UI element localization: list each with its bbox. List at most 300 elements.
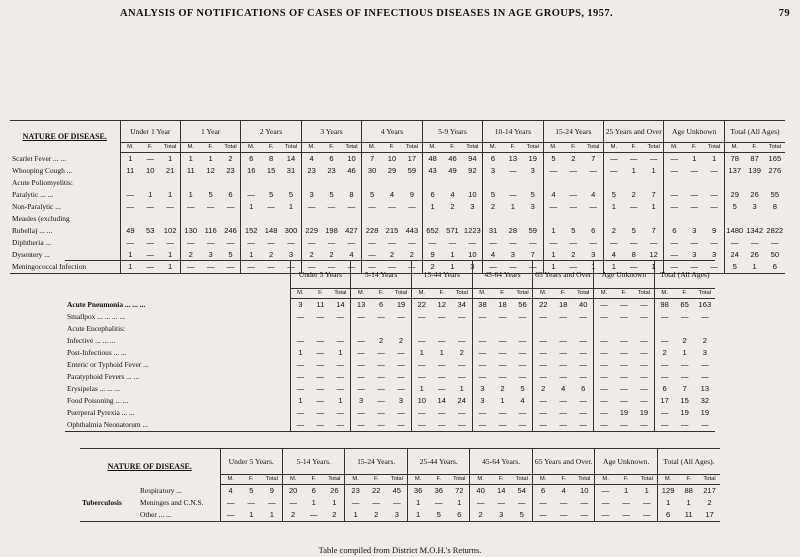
value-cell: 1 [439,348,444,357]
value-cell [523,177,543,189]
subheader-cell: M. [301,143,321,153]
value-cell: 163 [698,300,712,309]
row-label: Non-Paralytic ... [12,202,61,211]
value-cell: — [509,190,517,199]
value-cell: 14 [286,154,296,163]
value-cell: — [518,420,527,429]
value-cell: — [457,408,466,417]
value-cell: 129 [657,485,678,498]
value-cell [180,213,200,225]
value-cell: — [290,311,310,323]
subheader-cell: M. [532,475,553,485]
value-cell: — [569,238,578,247]
column-group-header: 65 Years and Over [533,261,594,289]
value-cell: 11 [316,300,325,309]
value-cell: — [680,360,689,369]
value-cell: — [509,262,517,271]
value-cell: 10 [146,166,155,175]
value-cell: — [472,311,492,323]
column-group-header: 10-14 Years [483,121,543,143]
value-cell: 1 [692,154,697,163]
value-cell: 1 [168,250,173,259]
value-cell: — [351,383,371,395]
value-cell: — [268,498,276,507]
value-cell: — [649,154,658,163]
column-group-header: Under 5 Years. [220,449,283,475]
value-cell: 152 [241,225,261,237]
corner-cell [65,261,290,299]
value-cell [594,323,614,335]
value-cell [281,213,301,225]
value-cell: — [710,166,718,175]
value-cell [432,323,452,335]
value-cell [492,323,512,335]
value-cell: 1 [338,396,343,405]
subheader-cell: F. [563,143,583,153]
value-cell: 2 [389,250,395,259]
value-cell: 9 [269,486,274,495]
value-cell: — [411,311,431,323]
value-cell [745,177,765,189]
value-cell: 98 [654,299,674,312]
subheader-cell: F. [491,475,512,485]
subheader-cell: F. [303,475,324,485]
value-cell: — [724,237,744,249]
value-cell [321,177,341,189]
value-cell: 2 [470,509,491,522]
value-cell [221,177,241,189]
column-group-header: Total (All Ages). [657,449,720,475]
subheader-cell: M. [533,289,553,299]
value-cell [452,323,472,335]
value-cell [523,213,543,225]
row-label: Other ... ... [140,510,172,519]
value-cell: 3 [510,250,515,259]
page-number: 79 [778,8,790,19]
subheader-cell: Total [699,475,720,485]
row-label: Acute Encephalitis: [67,324,126,333]
value-cell: 4 [604,249,624,261]
value-cell: — [680,420,689,429]
value-cell: — [498,336,507,345]
value-cell: — [622,498,630,507]
value-cell: — [518,360,527,369]
value-cell: — [468,238,477,247]
value-cell: 36 [434,486,443,495]
value-cell: — [437,408,446,417]
value-cell: 43 [422,165,442,177]
value-cell: — [518,336,527,345]
value-cell: 13 [508,154,518,163]
value-cell [724,213,744,225]
value-cell [310,323,330,335]
value-cell: — [437,312,446,321]
value-cell: 46 [448,154,457,163]
value-cell: 31 [286,166,296,175]
subheader-cell: Total [262,475,283,485]
value-cell: 2 [533,383,553,395]
subheader-cell: F. [140,143,160,153]
table-row [65,311,715,323]
value-cell: 1 [168,154,173,163]
value-cell: 2822 [766,226,784,235]
value-cell: — [594,359,614,371]
value-cell [411,323,431,335]
value-cell: — [498,360,507,369]
value-cell [422,213,442,225]
value-cell: — [498,348,507,357]
value-cell: 148 [264,226,278,235]
value-cell: 228 [362,225,382,237]
value-cell [704,213,724,225]
value-cell: 5 [249,486,254,495]
value-cell: 5 [362,189,382,201]
value-cell [472,323,492,335]
table-row [65,395,715,407]
subheader-cell: F. [201,143,221,153]
value-cell: 4 [349,250,354,259]
value-cell: — [146,202,155,211]
value-cell: 1342 [746,226,764,235]
value-cell: 19 [528,154,537,163]
subheader-cell: M. [594,289,614,299]
value-cell: 14 [336,300,345,309]
subheader-cell: F. [366,475,387,485]
value-cell: — [287,262,295,271]
value-cell: — [247,498,256,507]
value-cell: 49 [448,166,457,175]
value-cell [391,323,411,335]
value-cell: 3 [591,250,596,259]
value-cell [371,323,391,335]
value-cell: 19 [700,408,710,417]
value-cell: — [498,408,507,417]
value-cell: — [559,420,567,429]
value-cell: — [654,359,674,371]
value-cell: 3 [499,510,504,519]
value-cell: 59 [528,226,537,235]
value-cell: 102 [163,226,177,235]
column-group-header: 25-44 Years. [407,449,469,475]
value-cell: — [301,201,321,213]
value-cell: 215 [385,226,399,235]
subheader-cell: F. [678,475,699,485]
value-cell: — [336,420,345,429]
value-cell: 34 [457,300,466,309]
value-cell: — [206,262,215,271]
value-cell: — [470,497,491,509]
column-group-header: 15-44 Years [411,261,472,289]
value-cell: — [579,312,587,321]
value-cell: 2 [459,348,464,357]
value-cell: — [362,201,382,213]
value-cell: 26 [750,250,759,259]
value-cell: 4 [561,384,566,393]
value-cell [342,177,362,189]
value-cell: — [316,336,325,345]
value-cell: — [351,419,371,432]
value-cell: — [472,347,492,359]
value-cell [513,323,533,335]
value-cell: — [664,189,684,201]
value-cell: — [362,261,382,274]
value-cell: 18 [498,300,507,309]
value-cell: — [472,371,492,383]
value-cell: 16 [241,165,261,177]
value-cell: 1 [332,498,337,507]
value-cell: 46 [347,166,356,175]
value-cell: — [701,420,709,429]
value-cell: — [594,383,614,395]
value-cell: 1 [543,249,563,261]
value-cell [463,213,483,225]
value-cell: 5 [436,510,441,519]
value-cell: 5 [631,226,636,235]
value-cell: — [457,360,466,369]
value-cell: 10 [347,154,356,163]
value-cell: 6 [378,300,384,309]
value-cell [301,213,321,225]
value-cell: — [316,348,325,357]
value-cell: — [620,384,628,393]
row-label: Acute Poliomyelitis: [12,178,73,187]
value-cell: 19 [639,408,649,417]
value-cell: — [559,396,567,405]
subheader-cell: M. [220,475,241,485]
value-cell [583,213,603,225]
value-cell: — [166,238,174,247]
value-cell: — [640,360,648,369]
value-cell: — [290,359,310,371]
row-label: Food Poisoning ... ... [67,396,129,405]
value-cell [553,323,573,335]
value-cell: 198 [325,226,338,235]
value-cell: — [640,348,648,357]
value-cell: — [569,202,578,211]
value-cell [765,177,785,189]
value-cell: 1 [651,202,656,211]
value-cell: — [316,420,325,429]
age-group-table-2 [65,260,715,432]
value-cell: 5 [288,190,294,199]
value-cell: — [589,202,598,211]
value-cell: — [411,371,431,383]
value-cell: 1 [411,347,431,359]
value-cell: — [654,407,674,419]
value-cell: — [408,262,416,271]
value-cell: — [654,419,674,432]
value-cell: — [594,407,614,419]
value-cell: — [411,419,431,432]
value-cell: — [517,498,526,507]
value-cell: 2 [283,509,304,522]
value-cell: 30 [362,165,382,177]
column-group-header: Total (All Ages) [654,261,715,289]
value-cell [604,213,624,225]
value-cell: 1 [604,261,624,274]
value-cell: — [206,202,215,211]
value-cell: 1 [644,486,649,495]
value-cell: 92 [468,166,477,175]
value-cell: 88 [684,486,693,495]
value-cell: — [287,238,295,247]
value-cell: 78 [724,153,744,166]
value-cell: — [408,202,416,211]
value-cell: 22 [372,486,381,495]
table-row [65,407,715,419]
subheader-cell: Total [695,289,715,299]
subheader-cell: F. [553,289,573,299]
value-cell: — [664,201,684,213]
value-cell: — [594,335,614,347]
value-cell: 11 [120,165,140,177]
value-cell: — [533,359,553,371]
value-cell: — [372,498,381,507]
value-cell: 17 [705,510,714,519]
value-cell: 4 [483,249,503,261]
subheader-cell: Total [387,475,408,485]
subheader-cell: M. [351,289,371,299]
value-cell: — [620,360,628,369]
value-cell [120,177,140,189]
value-cell: 5 [724,201,744,213]
value-cell: 1 [651,166,656,175]
table-row [65,371,715,383]
value-cell: 54 [517,486,526,495]
value-cell: 4 [450,190,455,199]
subheader-cell: M. [180,143,200,153]
value-cell: — [543,165,563,177]
row-label: Measles (excluding [12,214,70,223]
value-cell: — [408,238,416,247]
value-cell: — [457,336,466,345]
value-cell: — [336,384,345,393]
value-cell: 1 [241,201,261,213]
value-cell: — [397,348,405,357]
value-cell: — [437,360,446,369]
value-cell: 1 [249,510,254,519]
value-cell [382,213,402,225]
value-cell [221,213,241,225]
value-cell: — [472,419,492,432]
subheader-cell: F. [428,475,449,485]
column-group-header: 2 Years [241,121,301,143]
value-cell: 1 [604,201,624,213]
value-cell: 45 [392,486,402,495]
value-cell: 7 [651,190,656,199]
value-cell: — [397,408,405,417]
subheader-cell: F. [371,289,391,299]
value-cell: 1 [168,262,173,271]
subheader-cell: M. [422,143,442,153]
value-cell: 3 [472,383,492,395]
value-cell: 3 [290,299,310,312]
subheader-cell: Total [765,143,785,153]
value-cell: 3 [398,396,404,405]
value-cell: — [411,335,431,347]
value-cell: — [437,384,446,393]
value-cell [180,177,200,189]
value-cell [634,323,654,335]
value-cell: — [411,407,431,419]
value-cell: — [309,510,318,519]
value-cell: 1 [208,154,213,163]
value-cell: 55 [770,190,780,199]
value-cell: — [710,190,718,199]
value-cell: 1 [269,510,274,519]
value-cell: — [690,202,698,211]
value-cell: — [362,249,382,261]
value-cell: — [533,407,553,419]
value-cell: 32 [700,396,710,405]
table-row [65,383,715,395]
value-cell: — [301,261,321,274]
value-cell: — [316,360,325,369]
value-cell: — [701,372,709,381]
value-cell: — [579,408,587,417]
value-cell: — [640,336,648,345]
value-cell: 3 [711,250,717,259]
value-cell [321,213,341,225]
value-cell: 6 [664,225,684,237]
value-cell: 2 [378,336,384,345]
value-cell: 1 [180,189,200,201]
value-cell: — [579,348,587,357]
value-cell: 3 [288,250,294,259]
value-cell: 5 [604,189,624,201]
value-cell: 53 [146,226,155,235]
value-cell: 5 [571,226,576,235]
value-cell: 2 [329,250,334,259]
subheader-cell: Total [523,143,543,153]
value-cell: — [397,372,405,381]
value-cell: — [336,408,345,417]
value-cell: — [528,238,537,247]
value-cell: — [336,312,345,321]
value-cell [351,323,371,335]
value-cell: — [290,371,310,383]
value-cell: 10 [468,250,477,259]
value-cell: 10 [411,395,431,407]
value-cell: — [437,420,446,429]
value-cell [382,177,402,189]
value-cell: 3 [301,189,321,201]
subheader-cell: M. [483,143,503,153]
value-cell: — [290,419,310,432]
value-cell: 48 [422,153,442,166]
value-cell: 6 [311,486,316,495]
value-cell: — [654,335,674,347]
value-cell: — [220,509,241,522]
column-group-header: 3 Years [301,121,361,143]
value-cell: — [604,165,624,177]
value-cell [422,177,442,189]
value-cell: — [710,202,718,211]
row-label: Respiratory ... [140,485,182,495]
table-row [10,189,785,201]
subheader-cell: F. [614,289,634,299]
value-cell: 6 [657,509,678,522]
value-cell: — [750,238,759,247]
value-cell [483,177,503,189]
value-cell: — [664,261,684,274]
value-cell: 6 [772,262,777,271]
table-row [10,237,785,249]
row-label: Dysentery ... [12,250,50,259]
value-cell [563,177,583,189]
value-cell: 10 [387,154,397,163]
subheader-cell: Total [637,475,658,485]
